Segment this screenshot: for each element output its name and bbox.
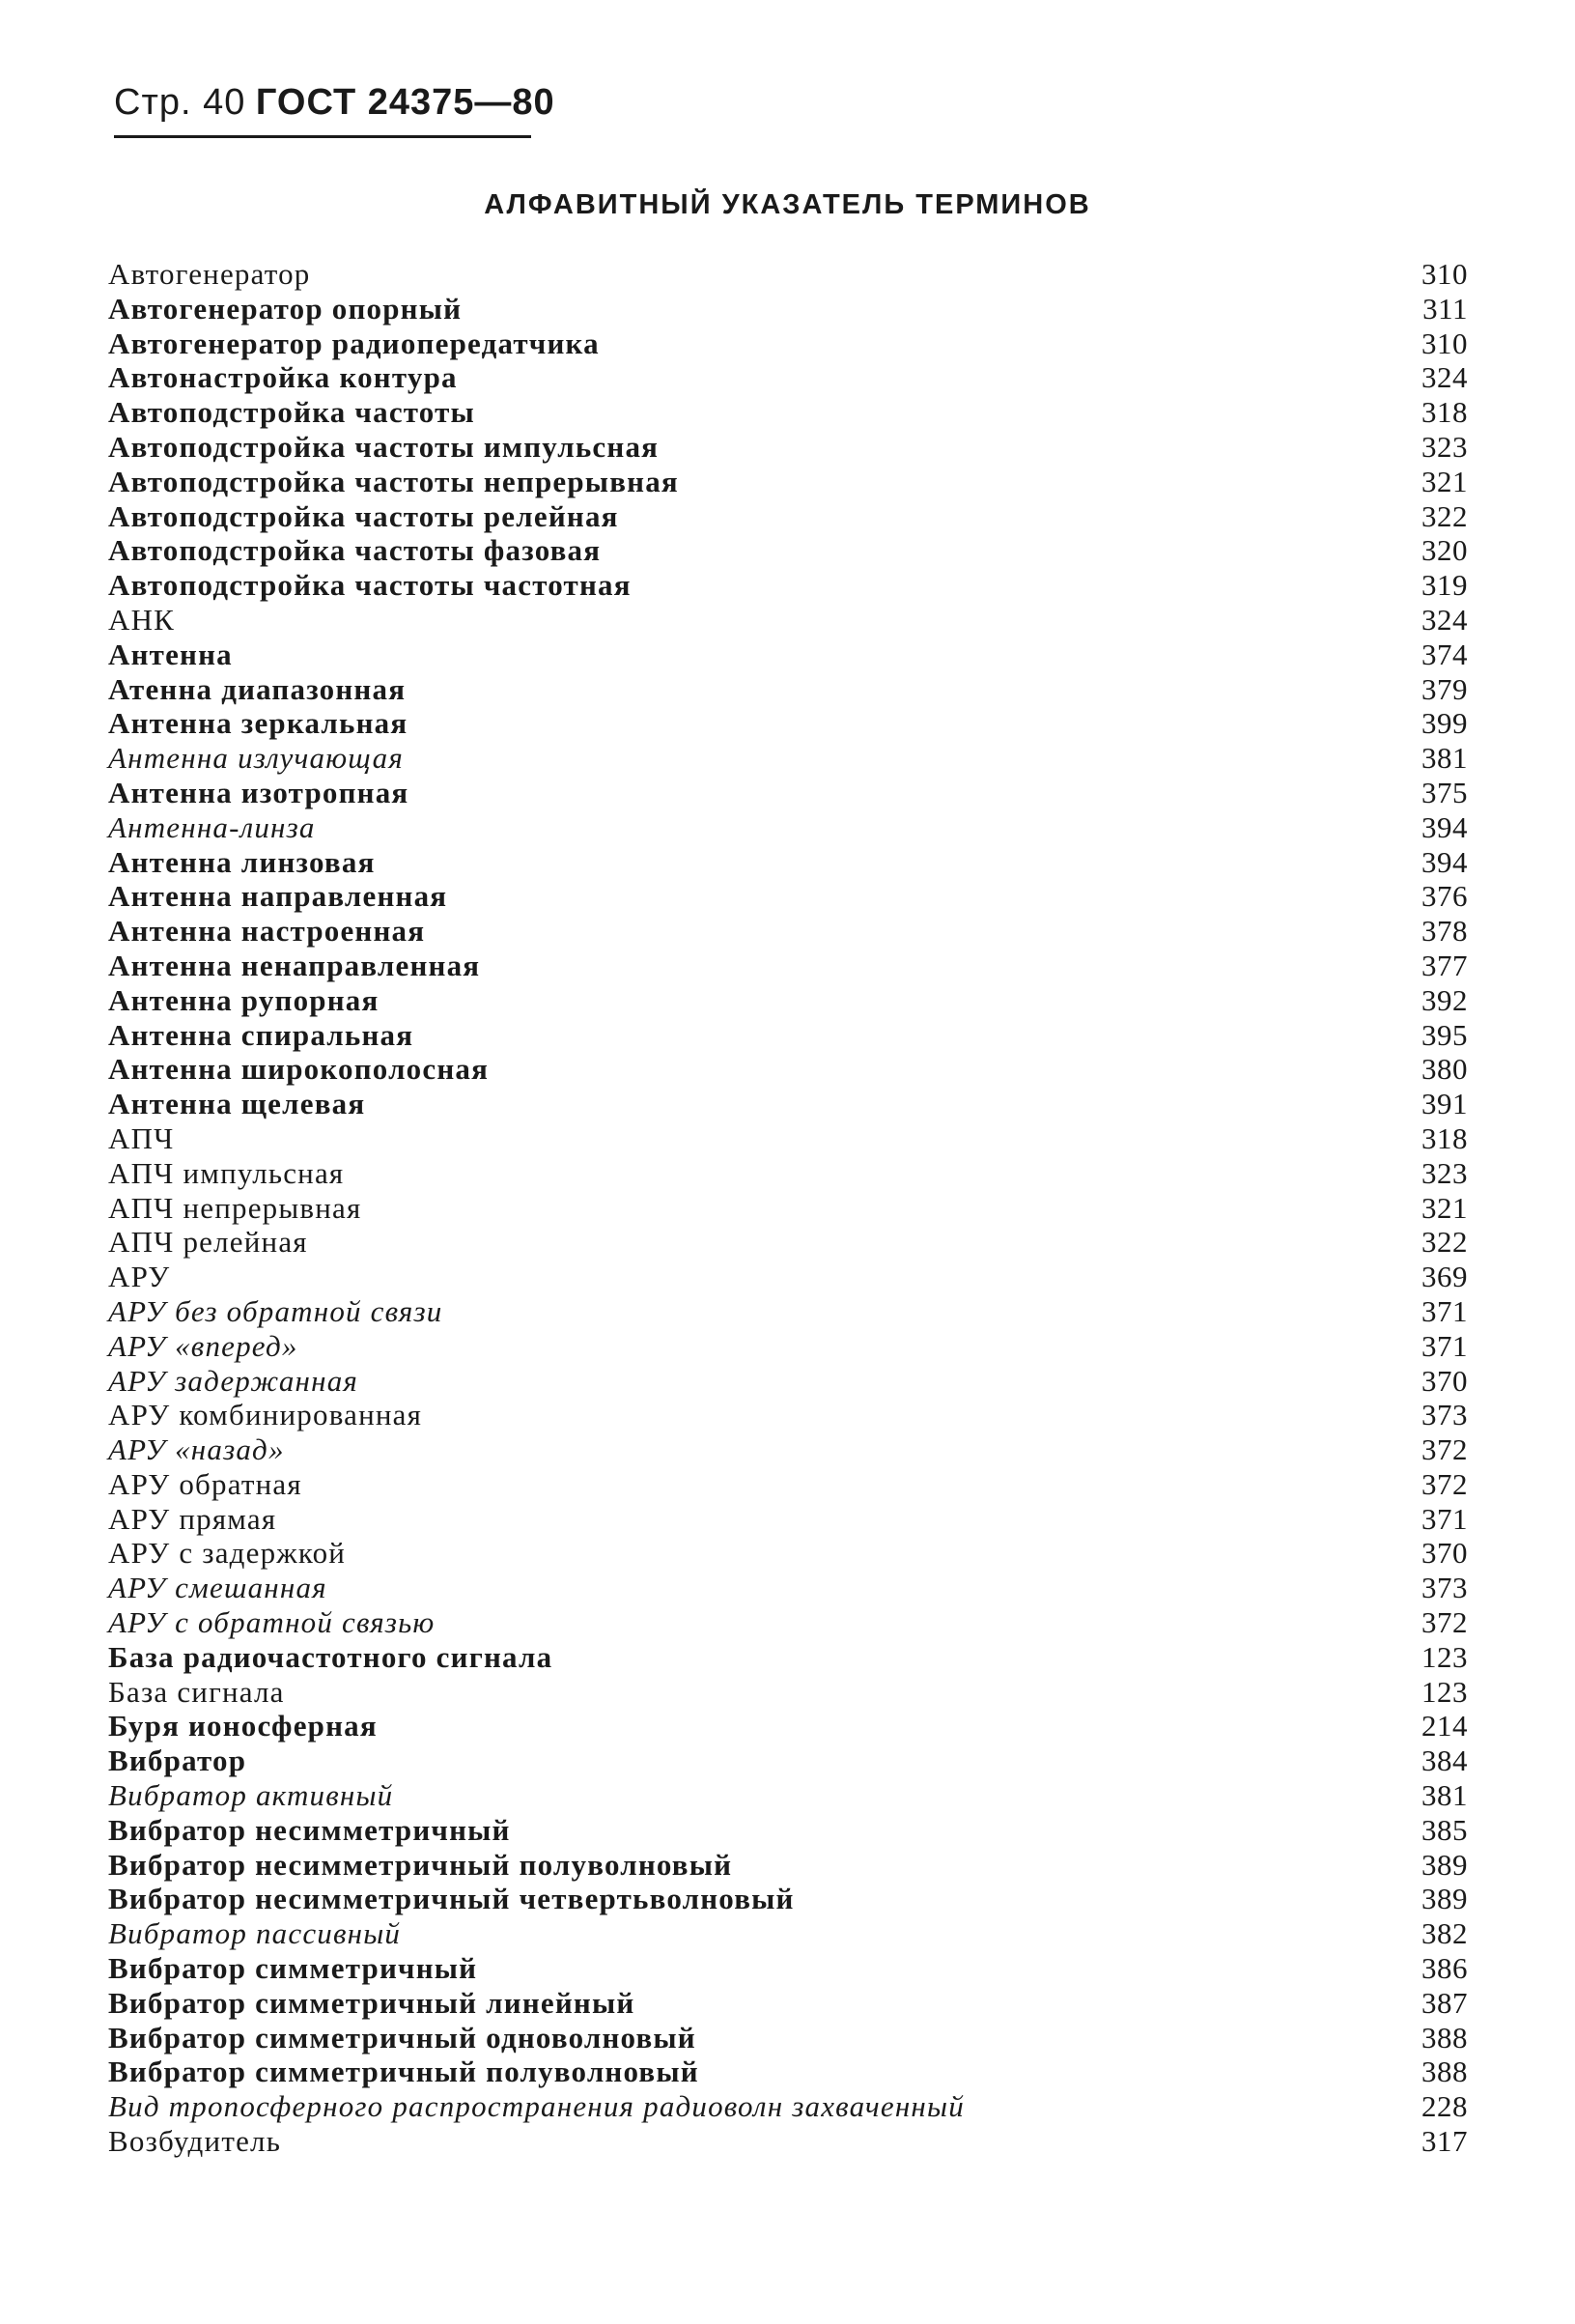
index-entry xyxy=(108,1156,1468,1191)
entry-term: Автогенератор радиопередатчика xyxy=(108,326,600,360)
entry-number: 388 xyxy=(1421,2020,1468,2055)
index-entry xyxy=(108,1502,1468,1537)
index-entry xyxy=(108,1778,1468,1813)
index-entry xyxy=(108,430,1468,465)
entry-term: АРУ «назад» xyxy=(108,1432,285,1467)
index-entry xyxy=(108,1087,1468,1121)
index-entry xyxy=(108,1398,1468,1432)
entry-term: База радиочастотного сигнала xyxy=(108,1639,553,1674)
entry-term: АРУ комбинированная xyxy=(108,1398,423,1432)
index-entry xyxy=(108,1640,1468,1675)
entry-term: Антенна линзовая xyxy=(108,844,376,879)
entry-term: Антенна ненаправленная xyxy=(108,948,481,982)
entry-number: 373 xyxy=(1421,1398,1468,1432)
entry-term: АПЧ релейная xyxy=(108,1225,308,1260)
index-entry xyxy=(108,1951,1468,1986)
entry-number: 382 xyxy=(1421,1916,1468,1951)
page-number: Стр. 40 xyxy=(114,82,246,123)
entry-term: АПЧ xyxy=(108,1120,175,1155)
entry-term: Антенна рупорная xyxy=(108,982,380,1017)
index-entry xyxy=(108,1675,1468,1710)
index-entry xyxy=(108,949,1468,983)
entry-number: 317 xyxy=(1421,2124,1468,2159)
index-entry xyxy=(108,1260,1468,1294)
entry-term: АРУ xyxy=(108,1260,171,1294)
entry-number: 324 xyxy=(1421,602,1468,637)
entry-number: 370 xyxy=(1421,1363,1468,1398)
entry-number: 399 xyxy=(1421,706,1468,741)
entry-term: Антенна-линза xyxy=(108,809,316,844)
entry-number: 214 xyxy=(1421,1709,1468,1743)
index-entry xyxy=(108,1605,1468,1640)
entry-number: 386 xyxy=(1421,1951,1468,1986)
entry-number: 319 xyxy=(1421,568,1468,603)
entry-number: 371 xyxy=(1421,1328,1468,1363)
entry-number: 377 xyxy=(1421,948,1468,982)
index-entry xyxy=(108,1018,1468,1053)
entry-number: 376 xyxy=(1421,879,1468,914)
index-entry xyxy=(108,2089,1468,2124)
entry-number: 381 xyxy=(1421,1778,1468,1813)
index-entry xyxy=(108,2124,1468,2159)
index-entry xyxy=(108,395,1468,430)
entry-number: 370 xyxy=(1421,1536,1468,1571)
entry-number: 310 xyxy=(1421,326,1468,360)
entry-number: 369 xyxy=(1421,1260,1468,1294)
entry-term: АРУ смешанная xyxy=(108,1571,327,1605)
entry-number: 323 xyxy=(1421,429,1468,464)
entry-number: 394 xyxy=(1421,809,1468,844)
entry-number: 395 xyxy=(1421,1017,1468,1052)
term-index-list xyxy=(108,257,1468,2159)
entry-number: 372 xyxy=(1421,1605,1468,1640)
entry-term: АРУ с обратной связью xyxy=(108,1605,436,1640)
entry-number: 381 xyxy=(1421,741,1468,776)
index-entry xyxy=(108,1571,1468,1605)
index-entry xyxy=(108,1329,1468,1364)
index-entry xyxy=(108,1709,1468,1743)
index-entry xyxy=(108,1536,1468,1571)
entry-term: АРУ задержанная xyxy=(108,1363,359,1398)
entry-number: 228 xyxy=(1421,2089,1468,2124)
entry-term: АПЧ непрерывная xyxy=(108,1190,362,1225)
header-rule xyxy=(114,135,531,138)
entry-term: АРУ «вперед» xyxy=(108,1328,298,1363)
index-entry xyxy=(108,1916,1468,1951)
entry-term: Антенна настроенная xyxy=(108,914,426,949)
index-entry xyxy=(108,292,1468,326)
index-entry xyxy=(108,914,1468,949)
entry-term: Автоподстройка частоты непрерывная xyxy=(108,464,679,498)
index-entry xyxy=(108,1743,1468,1778)
entry-term: АПЧ импульсная xyxy=(108,1155,345,1190)
entry-number: 375 xyxy=(1421,775,1468,809)
index-entry xyxy=(108,499,1468,534)
entry-number: 384 xyxy=(1421,1743,1468,1778)
page-title: АЛФАВИТНЫЙ УКАЗАТЕЛЬ ТЕРМИНОВ xyxy=(484,189,1091,220)
index-entry xyxy=(108,326,1468,361)
entry-term: Автоподстройка частоты фазовая xyxy=(108,533,602,568)
entry-number: 318 xyxy=(1421,395,1468,430)
entry-number: 322 xyxy=(1421,1225,1468,1260)
entry-number: 324 xyxy=(1421,360,1468,395)
index-entry xyxy=(108,1294,1468,1329)
entry-term: Антенна щелевая xyxy=(108,1087,366,1121)
index-entry xyxy=(108,2055,1468,2089)
entry-term: Атенна диапазонная xyxy=(108,671,407,706)
index-entry xyxy=(108,638,1468,672)
entry-number: 310 xyxy=(1421,257,1468,291)
entry-term: Вибратор xyxy=(108,1743,247,1778)
index-entry xyxy=(108,2021,1468,2055)
entry-term: Вибратор активный xyxy=(108,1778,394,1813)
entry-term: Вид тропосферного распространения радиоволн захваченный xyxy=(108,2089,965,2124)
entry-term: Антенна спиральная xyxy=(108,1017,414,1052)
index-entry xyxy=(108,983,1468,1018)
index-entry xyxy=(108,1986,1468,2021)
entry-number: 311 xyxy=(1422,291,1468,326)
entry-number: 372 xyxy=(1421,1432,1468,1467)
entry-number: 373 xyxy=(1421,1571,1468,1605)
index-entry xyxy=(108,776,1468,810)
index-entry xyxy=(108,1813,1468,1848)
standard-number: ГОСТ 24375—80 xyxy=(255,82,555,123)
entry-term: Антенна xyxy=(108,637,233,671)
index-entry xyxy=(108,1191,1468,1226)
entry-number: 394 xyxy=(1421,844,1468,879)
index-entry xyxy=(108,1467,1468,1502)
index-entry xyxy=(108,810,1468,845)
entry-number: 322 xyxy=(1421,498,1468,533)
entry-term: АРУ прямая xyxy=(108,1501,277,1536)
index-entry xyxy=(108,879,1468,914)
entry-term: АРУ обратная xyxy=(108,1466,302,1501)
entry-number: 389 xyxy=(1421,1847,1468,1882)
entry-term: Автонастройка контура xyxy=(108,360,458,395)
index-entry xyxy=(108,1882,1468,1916)
entry-term: Антенна направленная xyxy=(108,879,448,914)
entry-term: Автоподстройка частоты xyxy=(108,395,475,430)
entry-term: АРУ без обратной связи xyxy=(108,1293,443,1328)
entry-number: 321 xyxy=(1421,1190,1468,1225)
index-entry xyxy=(108,1052,1468,1087)
entry-number: 321 xyxy=(1421,464,1468,498)
index-entry xyxy=(108,360,1468,395)
entry-number: 388 xyxy=(1421,2055,1468,2089)
entry-number: 123 xyxy=(1421,1674,1468,1709)
entry-number: 318 xyxy=(1421,1120,1468,1155)
entry-number: 385 xyxy=(1421,1812,1468,1847)
entry-term: Буря ионосферная xyxy=(108,1709,378,1743)
entry-term: Антенна изотропная xyxy=(108,775,409,809)
index-entry xyxy=(108,603,1468,638)
index-entry xyxy=(108,1432,1468,1467)
entry-term: Возбудитель xyxy=(108,2124,282,2159)
entry-number: 123 xyxy=(1421,1639,1468,1674)
entry-term: Автогенератор опорный xyxy=(108,291,463,326)
entry-term: Автогенератор xyxy=(108,257,311,291)
entry-term: Антенна широкополосная xyxy=(108,1052,490,1087)
entry-number: 379 xyxy=(1421,671,1468,706)
index-entry xyxy=(108,741,1468,776)
entry-number: 380 xyxy=(1421,1052,1468,1087)
entry-term: Вибратор несимметричный полуволновый xyxy=(108,1847,733,1882)
entry-number: 374 xyxy=(1421,637,1468,671)
entry-term: Автоподстройка частоты частотная xyxy=(108,568,632,603)
entry-number: 323 xyxy=(1421,1155,1468,1190)
index-entry xyxy=(108,672,1468,707)
entry-term: Вибратор симметричный одноволновый xyxy=(108,2020,696,2055)
index-entry xyxy=(108,533,1468,568)
entry-number: 372 xyxy=(1421,1466,1468,1501)
entry-term: Вибратор симметричный полуволновый xyxy=(108,2055,699,2089)
entry-number: 391 xyxy=(1421,1087,1468,1121)
index-entry xyxy=(108,706,1468,741)
entry-number: 387 xyxy=(1421,1985,1468,2020)
entry-number: 389 xyxy=(1421,1882,1468,1916)
index-entry xyxy=(108,1364,1468,1399)
entry-number: 320 xyxy=(1421,533,1468,568)
entry-number: 392 xyxy=(1421,982,1468,1017)
index-entry xyxy=(108,1848,1468,1883)
entry-number: 371 xyxy=(1421,1293,1468,1328)
page-header xyxy=(114,81,555,124)
index-entry xyxy=(108,1225,1468,1260)
entry-number: 371 xyxy=(1421,1501,1468,1536)
entry-term: База сигнала xyxy=(108,1674,285,1709)
entry-term: АРУ с задержкой xyxy=(108,1536,347,1571)
entry-term: Вибратор пассивный xyxy=(108,1916,402,1951)
entry-term: Автоподстройка частоты импульсная xyxy=(108,429,660,464)
index-entry xyxy=(108,257,1468,292)
index-entry xyxy=(108,1121,1468,1156)
entry-term: Вибратор симметричный xyxy=(108,1951,478,1986)
index-entry xyxy=(108,845,1468,880)
entry-term: Вибратор несимметричный xyxy=(108,1812,511,1847)
entry-term: Антенна зеркальная xyxy=(108,706,408,741)
index-entry xyxy=(108,568,1468,603)
entry-term: Вибратор симметричный линейный xyxy=(108,1985,635,2020)
index-entry xyxy=(108,465,1468,499)
entry-term: Вибратор несимметричный четвертьволновый xyxy=(108,1882,795,1916)
entry-term: Антенна излучающая xyxy=(108,741,404,776)
entry-term: Автоподстройка частоты релейная xyxy=(108,498,619,533)
entry-number: 378 xyxy=(1421,914,1468,949)
entry-term: АНК xyxy=(108,602,176,637)
